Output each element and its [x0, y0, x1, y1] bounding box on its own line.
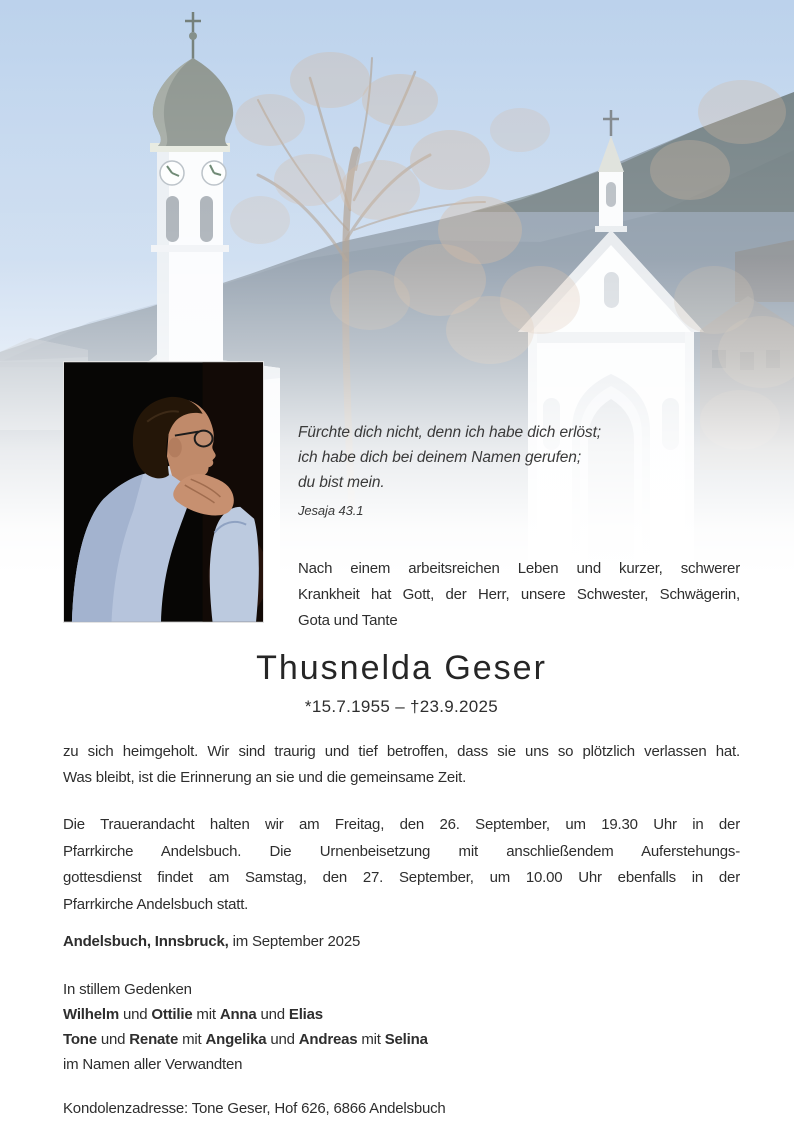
mourners-closing: im Namen aller Verwandten: [63, 1056, 243, 1073]
bold-text: Andreas: [298, 1031, 358, 1048]
bold-text: Wilhelm: [63, 1006, 119, 1023]
text-line: Krankheit hat Gott, der Herr, unsere Schwester, Schwägerin,: [298, 586, 740, 603]
text-line: Pfarrkirche Andelsbuch. Die Urnenbeisetzung mit anschließendem Auferstehungs-: [63, 842, 740, 860]
service-justified: [63, 812, 740, 892]
text-line: zu sich heimgeholt. Wir sind traurig und tief betroffen, dass sie uns so plötzlich verlassen hat.: [63, 743, 740, 760]
service-last-line: Pfarrkirche Andelsbuch statt.: [63, 895, 249, 913]
portrait-photo: [63, 361, 264, 623]
text-line: gottesdienst findet am Samstag, den 27. September, um 10.00 Uhr ebenfalls in der: [63, 869, 740, 886]
life-dates: *15.7.1955 – †23.9.2025: [304, 697, 499, 716]
grief-paragraph: [63, 739, 740, 791]
bold-text: Anna: [219, 1006, 257, 1023]
bold-text: Angelika: [205, 1031, 267, 1048]
mourners-line-1: Wilhelm und Ottilie mit Anna und Elias: [63, 1006, 323, 1023]
scripture-lines: [298, 420, 748, 495]
bold-text: Elias: [288, 1006, 323, 1023]
intro-paragraph: [298, 556, 740, 634]
service-paragraph: [63, 812, 740, 918]
scripture-reference: Jesaja 43.1: [298, 503, 364, 518]
portrait-graphic: [64, 362, 263, 622]
text-line: Nach einem arbeitsreichen Leben und kurzer, schwerer: [298, 560, 740, 577]
bold-text: Renate: [129, 1031, 179, 1048]
mourners-line-2: Tone und Renate mit Angelika und Andreas mit Selina: [63, 1031, 428, 1048]
text-line: ich habe dich bei deinem Namen gerufen;: [298, 449, 582, 466]
intro-last-line: Gota und Tante: [298, 612, 398, 629]
bold-text: Ottilie: [151, 1006, 193, 1023]
deceased-name: Thusnelda Geser: [256, 649, 547, 687]
place-dateline: Andelsbuch, Innsbruck, im September 2025: [63, 933, 361, 950]
bold-text: Andelsbuch, Innsbruck,: [63, 933, 229, 950]
text-line: Die Trauerandacht halten wir am Freitag, den 26. September, um 19.30 Uhr in der: [63, 816, 740, 833]
grief-last-line: Was bleibt, ist die Erinnerung an sie und die gemeinsame Zeit.: [63, 769, 467, 786]
intro-justified: [298, 556, 740, 608]
scripture-quote: [298, 420, 748, 523]
condolence-address: Kondolenzadresse: Tone Geser, Hof 626, 6866 Andelsbuch: [63, 1100, 446, 1117]
text-line: Fürchte dich nicht, denn ich habe dich erlöst;: [298, 424, 601, 441]
mourners-opening: In stillem Gedenken: [63, 981, 192, 998]
mourners-block: [63, 977, 740, 1077]
bold-text: Tone: [63, 1031, 97, 1048]
text-line: du bist mein.: [298, 474, 385, 491]
grief-justified: [63, 739, 740, 765]
bold-text: Selina: [384, 1031, 428, 1048]
